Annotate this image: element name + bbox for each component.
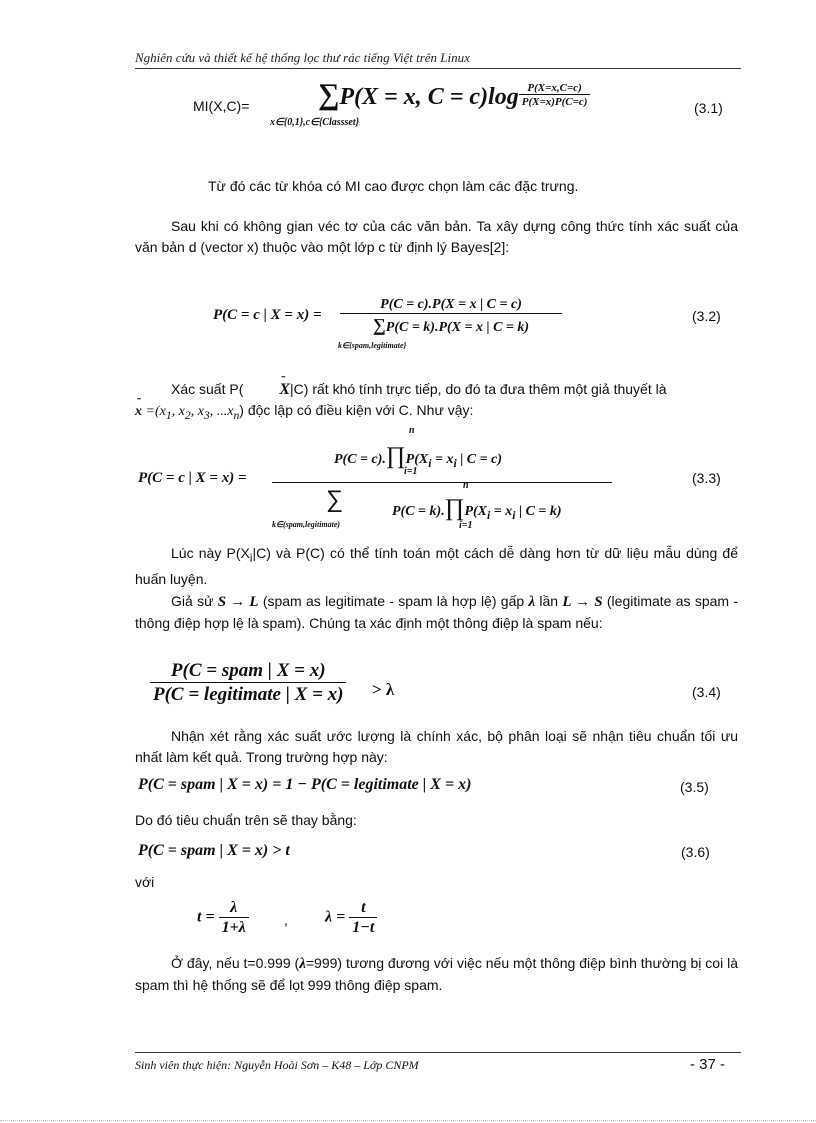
eq31-body: ∑P(X = x, C = c)log $\frac{P(X=x,C=c)}{P(X=x)P(C=c)}$ [318, 80, 590, 111]
eq31-sum-symbol: ∑ [318, 78, 340, 111]
eq-t-definition: t = $\frac{\lambda}{1+\lambda}$ [197, 899, 249, 937]
paragraph-with: với [135, 874, 155, 890]
paragraph-example: Ở đây, nếu t=0.999 (λ=999) tương đương với việc nếu một thông điệp bình thường bị coi là spam thì hệ thống sẽ để lọt 999 thông điệp spam. [135, 955, 738, 993]
eq33-prod-top: n [409, 425, 415, 436]
eq33-fraction-bar [272, 482, 612, 483]
eq32-fraction: $\frac{P(C = c).P(X = x | C = c)}{\sum P(C = k).P(X = x | C = k)}$ [340, 297, 562, 336]
eq35: P(C = spam | X = x) = 1 − P(C = legitimate | X = x) [138, 776, 472, 793]
page-header: Nghiên cứu và thiết kế hệ thống lọc thư rác tiếng Việt trên Linux [135, 50, 470, 65]
eq34-number: (3.4) [692, 684, 721, 700]
eq33-numerator: $P(C = c).\prod P(X_i = x_i$ | C = c) [334, 443, 502, 470]
eq33-lhs: P(C = c | X = x) = [138, 470, 247, 486]
eq33-sum-subscript: k∈(spam,legitimate) [272, 520, 341, 529]
footer-rule [135, 1052, 741, 1053]
eq34-rhs: > λ [372, 680, 395, 699]
paragraph-assumption: Xác suất P(˜ X|C) rất khó tính trực tiếp, do đó ta đưa thêm một giả thuyết là ˜ $x =(x_1$, $x_2$, $x_3$, $...x_n$) độc lập có điều kiện với C. Như vậy: [135, 379, 738, 426]
eq-separator: , [284, 912, 288, 928]
eq32-subscript: k∈{spam,legitimate} [338, 341, 407, 350]
eq32-lhs: P(C = c | X = x) = [213, 307, 322, 323]
eq33-sum-symbol: ∑ [326, 486, 344, 513]
eq36: P(C = spam | X = x) > t [138, 842, 290, 859]
paragraph-cost: Giả sử S → L (spam as legitimate - spam là hợp lệ) gấp λ lần L → S (legitimate as spam - thông điệp hợp lệ là spam). Chúng ta xác định một thông điệp là spam nếu: [135, 593, 739, 631]
eq33-den-prod-top: n [463, 480, 469, 491]
eq35-number: (3.5) [680, 779, 709, 795]
eq34-fraction: $\frac{\text{P(C = spam | X = x)}}{\text{P(C = legitimate | X = x)}}$ [150, 660, 346, 706]
paragraph-vector-space: Sau khi có không gian véc tơ của các văn bản. Ta xây dựng công thức tính xác suất của văn bản d (vector x) thuộc vào một lớp c từ định lý Bayes[2]: [135, 218, 738, 255]
paragraph-optimal: Nhận xét rằng xác suất ước lượng là chính xác, bộ phân loại sẽ nhận tiêu chuẩn tối ưu nhất làm kết quả. Trong trường hợp này: [135, 728, 738, 765]
eq36-number: (3.6) [681, 844, 710, 860]
eq33-number: (3.3) [692, 470, 721, 486]
paragraph-compute: Lúc này $P(X_i|C)$ và P(C) có thể tính toán một cách dễ dàng hơn từ dữ liệu mẫu dùng để huấn luyện. [135, 545, 738, 587]
eq31-subscript: x∈{0,1},c∈{Classset} [270, 117, 360, 128]
header-rule [135, 68, 741, 69]
eq31-number: (3.1) [694, 100, 723, 116]
eq33-denominator: $P(C = k).\prod P(X_i = x_i$ | C = k) [392, 495, 562, 522]
page-bottom-edge [0, 1120, 816, 1121]
eq33-den-prod-bottom: i=1 [459, 520, 473, 531]
page-number: - 37 - [690, 1056, 726, 1073]
eq31-fraction: $\frac{P(X=x,C=c)}{P(X=x)P(C=c)}$ [519, 82, 591, 108]
eq32-number: (3.2) [692, 308, 721, 324]
eq-lambda-definition: λ = $\frac{t}{1-t}$ [325, 899, 377, 937]
footer-author: Sinh viên thực hiện: Nguyễn Hoài Sơn – K48 – Lớp CNPM [135, 1058, 419, 1072]
eq33-prod-bottom: i=1 [404, 466, 418, 477]
eq31-lhs: MI(X,C)= [193, 98, 250, 114]
paragraph-mi: Từ đó các từ khóa có MI cao được chọn làm các đặc trưng. [208, 178, 579, 194]
paragraph-criterion: Do đó tiêu chuẩn trên sẽ thay bằng: [135, 812, 357, 828]
